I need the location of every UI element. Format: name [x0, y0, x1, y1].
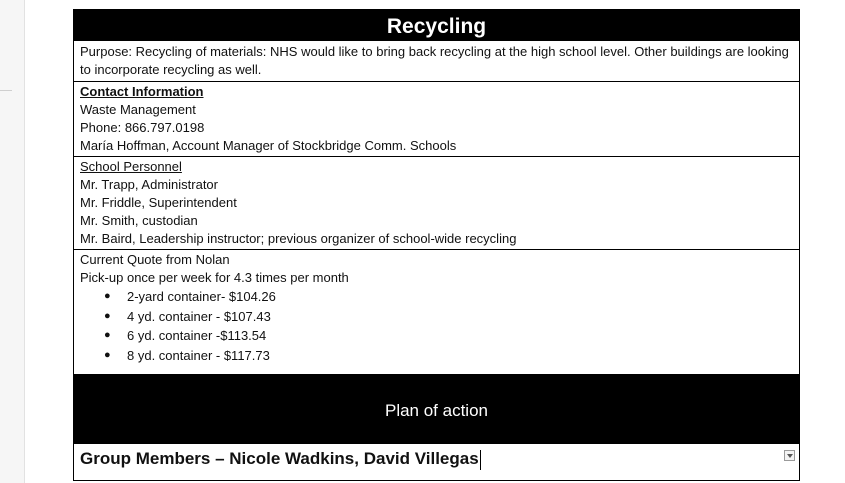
purpose-cell[interactable]: Purpose: Recycling of materials: NHS would like to bring back recycling at the high school level. Other buildings are looking to incorporate recycling as well.: [74, 40, 799, 81]
bullet-icon: ●: [104, 290, 111, 302]
quote-heading: Current Quote from Nolan: [80, 252, 230, 267]
contact-line: Waste Management: [80, 102, 196, 117]
group-members-text[interactable]: Group Members – Nicole Wadkins, David Villegas: [80, 449, 479, 468]
personnel-line: Mr. Friddle, Superintendent: [80, 195, 237, 210]
group-members-row[interactable]: [74, 444, 799, 480]
recycling-table: [73, 9, 800, 481]
bullet-icon: ●: [104, 329, 111, 341]
quote-item: [80, 307, 793, 327]
plan-of-action-row[interactable]: Plan of action: [74, 374, 799, 444]
left-margin-rail: [0, 0, 25, 483]
contact-cell[interactable]: [74, 81, 799, 156]
quote-item: [80, 326, 793, 346]
contact-heading: Contact Information: [80, 84, 204, 99]
quote-item-text: 2-yard container- $104.26: [127, 289, 276, 304]
bullet-icon: ●: [104, 309, 111, 322]
personnel-line: Mr. Baird, Leadership instructor; previous organizer of school-wide recycling: [80, 231, 517, 246]
quote-item: [80, 287, 793, 307]
quote-item: [80, 346, 793, 366]
contact-line: Phone: 866.797.0198: [80, 120, 205, 135]
personnel-heading: School Personnel: [80, 159, 182, 174]
quote-item-text: 8 yd. container - $117.73: [127, 347, 270, 363]
text-cursor: [480, 450, 481, 470]
quote-item-text: 6 yd. container -$113.54: [127, 328, 267, 343]
bullet-icon: ●: [104, 348, 111, 361]
contact-line: María Hoffman, Account Manager of Stockbridge Comm. Schools: [80, 138, 457, 153]
personnel-line: Mr. Trapp, Administrator: [80, 177, 218, 192]
ruler-mark: [0, 90, 12, 91]
quote-cell[interactable]: [74, 249, 799, 366]
quote-item-text: 4 yd. container - $107.43: [127, 308, 271, 324]
personnel-cell[interactable]: [74, 156, 799, 249]
dropdown-arrow-icon[interactable]: [784, 450, 795, 461]
quote-pickup: Pick-up once per week for 4.3 times per month: [80, 270, 349, 285]
quote-list: [80, 287, 793, 365]
table-title[interactable]: Recycling: [74, 10, 799, 40]
personnel-line: Mr. Smith, custodian: [80, 213, 198, 228]
